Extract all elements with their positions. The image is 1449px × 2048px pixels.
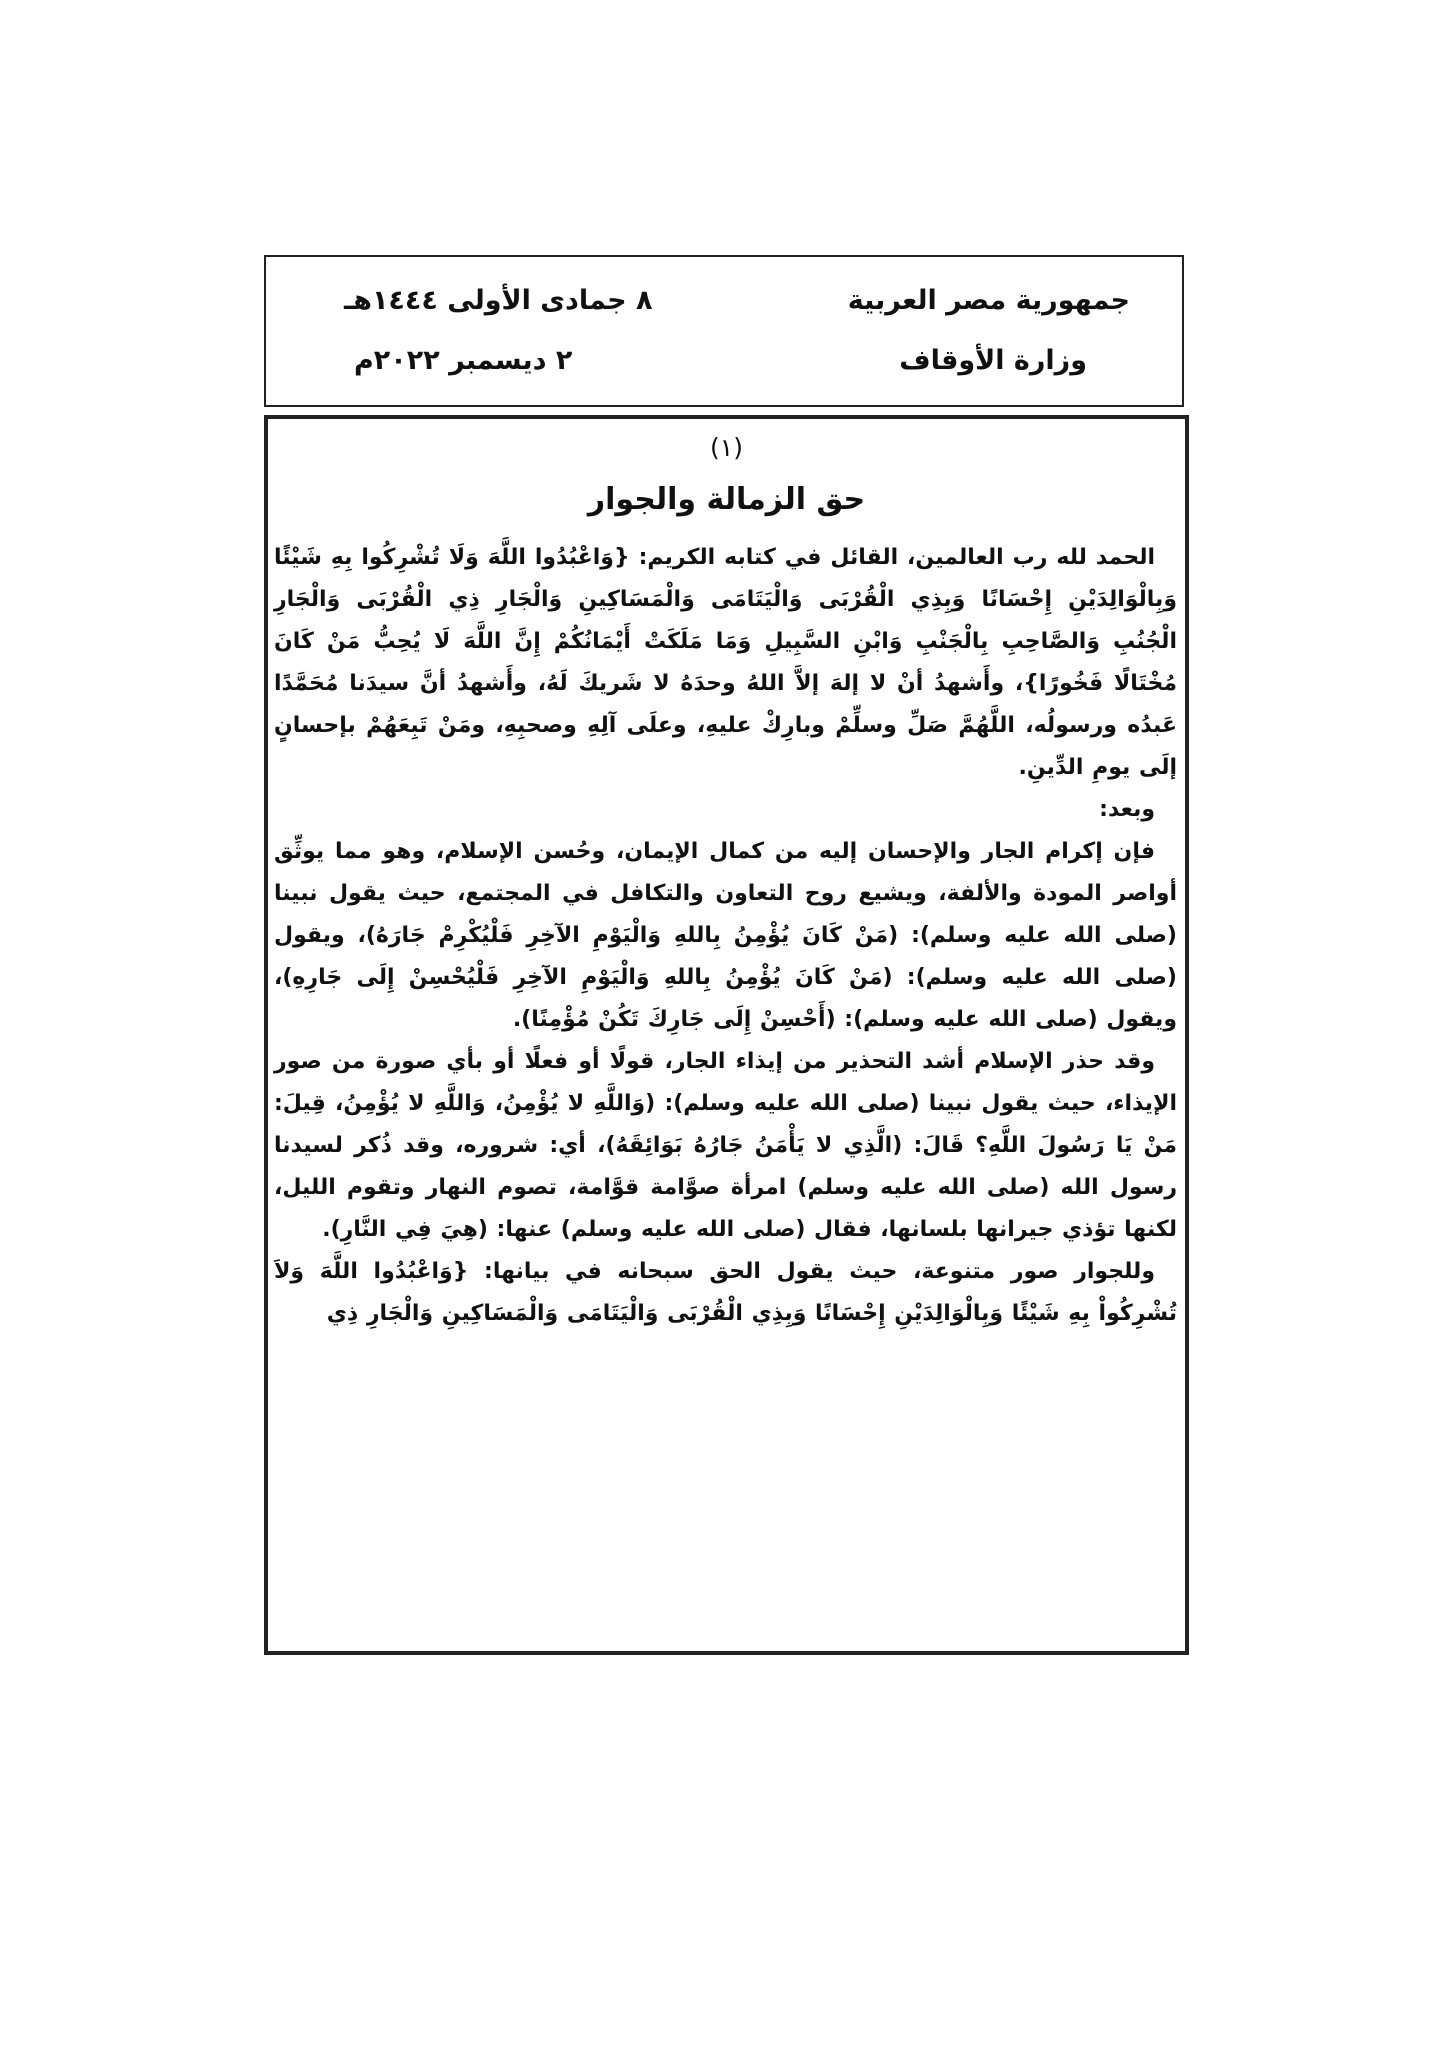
sermon-body xyxy=(274,537,1177,1335)
hijri-date: ٨ جمادى الأولى ١٤٤٤هـ xyxy=(344,285,653,316)
sermon-content-box xyxy=(264,415,1189,1655)
ministry-name: وزارة الأوقاف xyxy=(899,345,1087,376)
country-name: جمهورية مصر العربية xyxy=(847,285,1130,316)
document-header xyxy=(264,255,1184,407)
page-number: (١) xyxy=(710,433,743,462)
paragraph-warning-harm: وقد حذر الإسلام أشد التحذير من إيذاء الجار، قولًا أو فعلًا أو بأي صورة من صور الإيذاء، حيث يقول نبينا (صلى الله عليه وسلم): (وَاللَّهِ لا يُؤْمِنُ، وَاللَّهِ لا يُؤْمِنُ، قِيلَ: مَنْ يَا رَسُولَ اللَّهِ؟ قَالَ: (الَّذِي لا يَأْمَنُ جَارُهُ بَوَائِقَهُ)، أي: شروره، وقد ذُكر لسيدنا رسول الله (صلى الله عليه وسلم) امرأة صوَّامة قوَّامة، تصوم النهار وتقوم الليل، لكنها تؤذي جيرانها بلسانها، فقال (صلى الله عليه وسلم) عنها: (هِيَ فِي النَّارِ). xyxy=(274,1049,1177,1242)
paragraph-opening: الحمد لله رب العالمين، القائل في كتابه الكريم: {وَاعْبُدُوا اللَّهَ وَلَا تُشْرِكُوا بِهِ شَيْئًا وَبِالْوَالِدَيْنِ إِحْسَانًا وَبِذِي الْقُرْبَى وَالْيَتَامَى وَالْمَسَاكِينِ وَالْجَارِ ذِي الْقُرْبَى وَالْجَارِ الْجُنُبِ وَالصَّاحِبِ بِالْجَنْبِ وَابْنِ السَّبِيلِ وَمَا مَلَكَتْ أَيْمَانُكُمْ إِنَّ اللَّهَ لَا يُحِبُّ مَنْ كَانَ مُخْتَالًا فَخُورًا}، وأَشهدُ أنْ لا إلهَ إلاَّ اللهُ وحدَهُ لا شَريكَ لَهُ، وأَشهدُ أنَّ سيدَنا مُحَمَّدًا عَبدُه ورسولُه، اللَّهُمَّ صَلِّ وسلِّمْ وبارِكْ عليهِ، وعلَى آلِهِ وصحبِهِ، ومَنْ تَبِعَهُمْ بإحسانٍ إلَى يومِ الدِّينِ. xyxy=(274,545,1177,780)
sermon-title: حق الزمالة والجوار xyxy=(587,482,866,517)
paragraph-honoring-neighbor: فإن إكرام الجار والإحسان إليه من كمال الإيمان، وحُسن الإسلام، وهو مما يوثِّق أواصر المودة والألفة، ويشيع روح التعاون والتكافل في المجتمع، حيث يقول نبينا (صلى الله عليه وسلم): (مَنْ كَانَ يُؤْمِنُ بِاللهِ وَالْيَوْمِ الآخِرِ فَلْيُكْرِمْ جَارَهُ)، ويقول (صلى الله عليه وسلم): (مَنْ كَانَ يُؤْمِنُ بِاللهِ وَالْيَوْمِ الآخِرِ فَلْيُحْسِنْ إِلَى جَارِهِ)، ويقول (صلى الله عليه وسلم): (أَحْسِنْ إِلَى جَارِكَ تَكُنْ مُؤْمِنًا). xyxy=(274,839,1177,1032)
paragraph-transition: وبعد: xyxy=(1099,797,1155,822)
paragraph-types-of-neighbors: وللجوار صور متنوعة، حيث يقول الحق سبحانه في بيانها: {وَاعْبُدُوا اللَّهَ وَلاَ تُشْرِكُواْ بِهِ شَيْئًا وَبِالْوَالِدَيْنِ إِحْسَانًا وَبِذِي الْقُرْبَى وَالْيَتَامَى وَالْمَسَاكِينِ وَالْجَارِ ذِي xyxy=(274,1259,1177,1326)
gregorian-date: ٢ ديسمبر ٢٠٢٢م xyxy=(354,345,573,376)
